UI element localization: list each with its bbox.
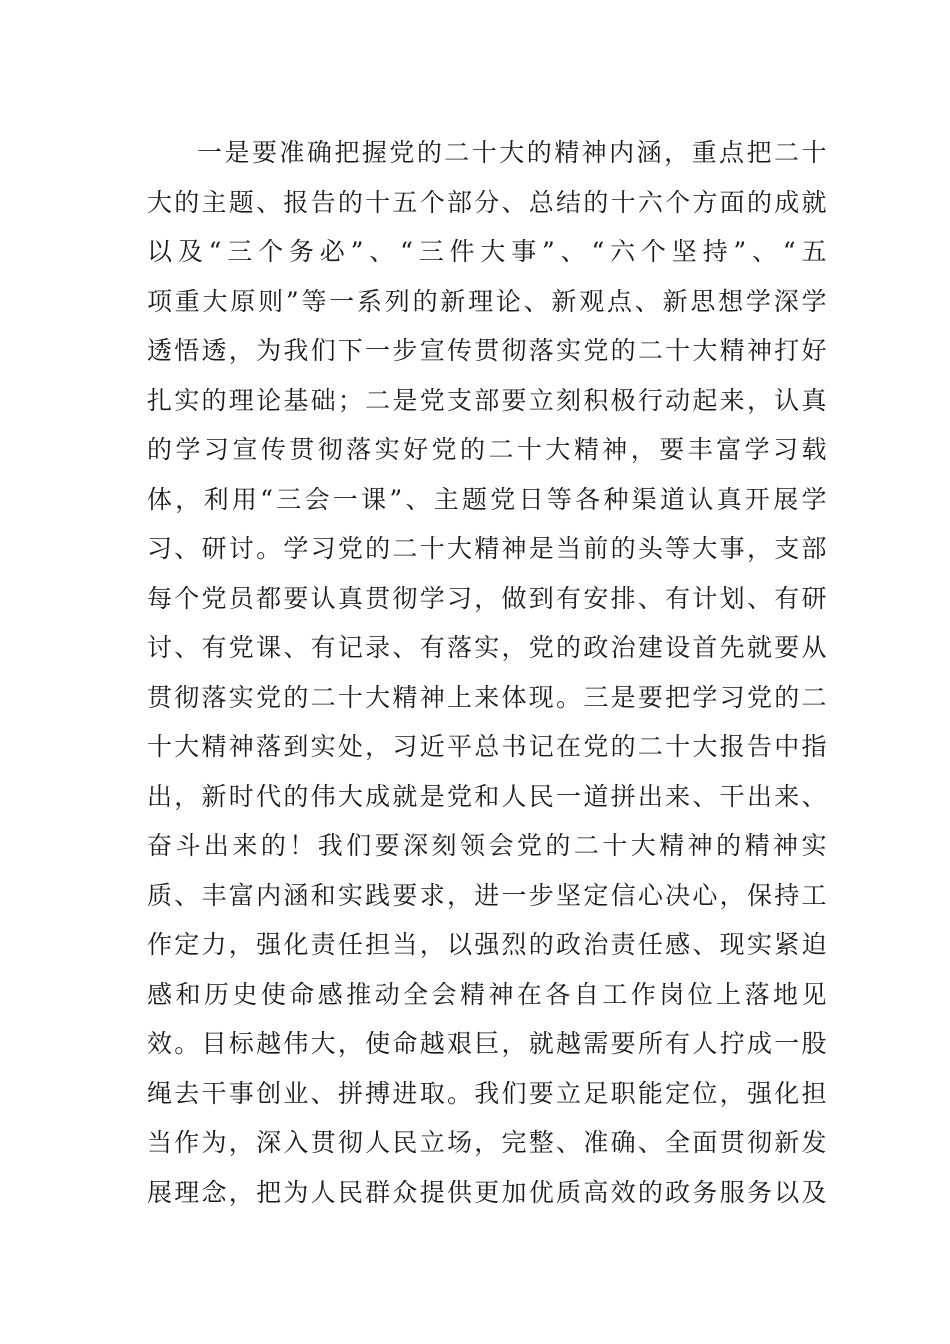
text-line: 扎实的理论基础；二是党支部要立刻积极行动起来，认真: [147, 385, 827, 415]
text-line: 感和历史使命感推动全会精神在各自工作岗位上落地见: [147, 979, 827, 1009]
text-line: 项重大原则”等一系列的新理论、新观点、新思想学深学: [147, 286, 827, 316]
text-line: 质、丰富内涵和实践要求，进一步坚定信心决心，保持工: [147, 880, 827, 910]
text-line: 奋斗出来的！我们要深刻领会党的二十大精神的精神实: [147, 831, 827, 860]
text-line: 大的主题、报告的十五个部分、总结的十六个方面的成就: [147, 187, 827, 217]
text-line: 效。目标越伟大，使命越艰巨，就越需要所有人拧成一股: [147, 1029, 827, 1058]
text-line: 体，利用“三会一课”、主题党日等各种渠道认真开展学: [147, 484, 827, 514]
text-line: 贯彻落实党的二十大精神上来体现。三是要把学习党的二: [147, 682, 827, 712]
text-line: 当作为，深入贯彻人民立场，完整、准确、全面贯彻新发: [147, 1128, 827, 1157]
text-line: 作定力，强化责任担当，以强烈的政治责任感、现实紧迫: [147, 930, 827, 959]
text-line: 展理念，把为人民群众提供更加优质高效的政务服务以及: [147, 1177, 827, 1207]
text-line: 绳去干事创业、拼搏进取。我们要立足职能定位，强化担: [147, 1078, 827, 1108]
text-line: 的学习宣传贯彻落实好党的二十大精神，要丰富学习载: [147, 435, 827, 464]
text-line: 每个党员都要认真贯彻学习，做到有安排、有计划、有研: [147, 583, 827, 613]
text-line: 透悟透，为我们下一步宣传贯彻落实党的二十大精神打好: [147, 336, 827, 365]
text-line: 一是要准确把握党的二十大的精神内涵，重点把二十: [197, 138, 827, 167]
text-line: 习、研讨。学习党的二十大精神是当前的头等大事，支部: [147, 534, 827, 563]
text-line: 以及“三个务必”、“三件大事”、“六个坚持”、“五: [147, 237, 827, 266]
body-paragraph: [147, 128, 827, 1217]
text-line: 十大精神落到实处，习近平总书记在党的二十大报告中指: [147, 732, 827, 761]
text-line: 讨、有党课、有记录、有落实，党的政治建设首先就要从: [147, 633, 827, 662]
text-line: 出，新时代的伟大成就是党和人民一道拼出来、干出来、: [147, 781, 827, 811]
